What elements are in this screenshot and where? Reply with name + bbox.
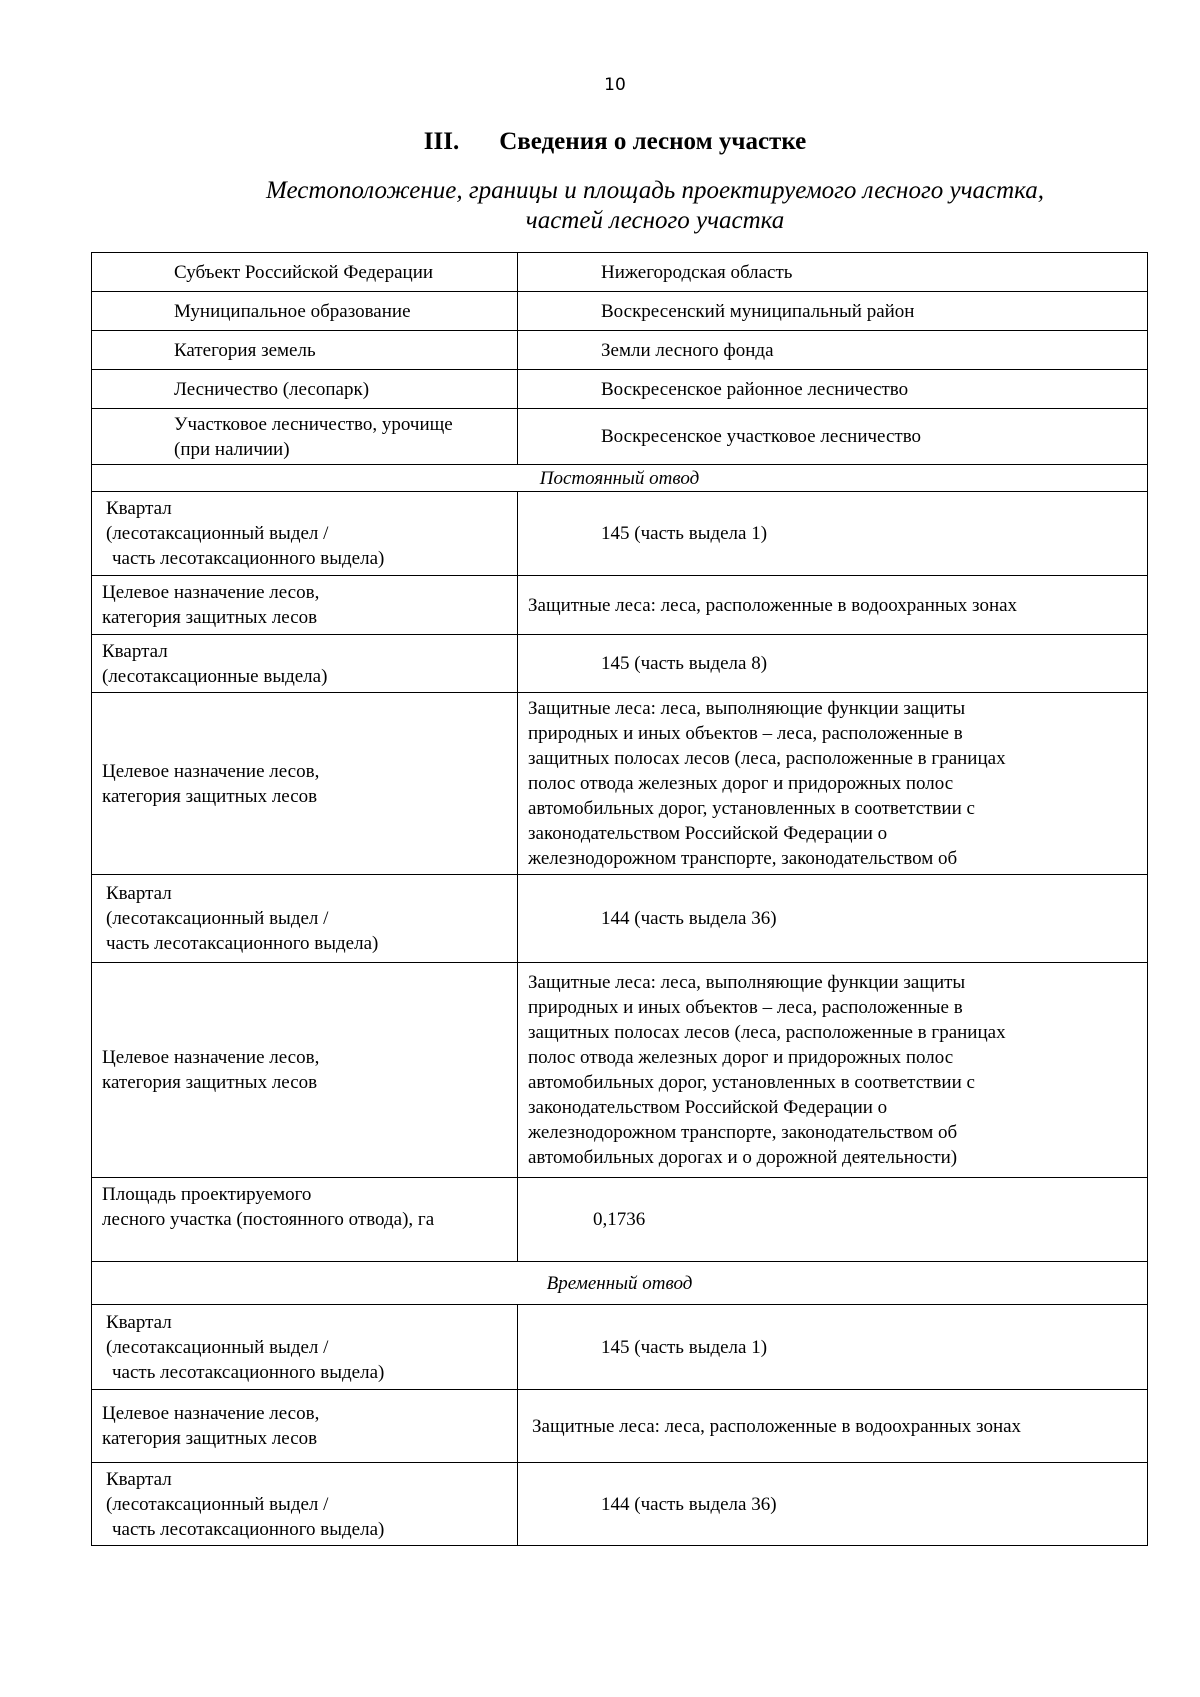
table-row (92, 693, 1148, 875)
table-row (92, 1463, 1148, 1546)
table-row (92, 635, 1148, 693)
table-row (92, 492, 1148, 576)
row-value: Защитные леса: леса, выполняющие функции защиты природных и иных объектов – леса, расположенные в защитных полосах лесов (леса, расположенные в границах полос отвода железных дорог и придорожных полос автомобильных дорог, установленных в соответствии с законодательством Российской Федерации о железнодорожном транспорте, законодательством об (518, 693, 1148, 875)
row-label: Лесничество (лесопарк) (92, 370, 518, 409)
subtitle-line-1: Местоположение, границы и площадь проектируемого лесного участка, (266, 177, 1044, 204)
row-value: 144 (часть выдела 36) (518, 1463, 1148, 1546)
row-value: Защитные леса: леса, расположенные в водоохранных зонах (518, 1390, 1148, 1463)
section-row-temporary (92, 1262, 1148, 1305)
table-row (92, 292, 1148, 331)
row-value: 145 (часть выдела 1) (518, 492, 1148, 576)
page-number: 10 (604, 75, 626, 95)
table-row (92, 1390, 1148, 1463)
row-label: Целевое назначение лесов, категория защитных лесов (92, 963, 518, 1178)
section-title: Сведения о лесном участке (499, 128, 807, 155)
table-row (92, 1305, 1148, 1390)
row-label: Квартал (лесотаксационные выдела) (92, 635, 518, 693)
row-label: Квартал (лесотаксационный выдел / часть лесотаксационного выдела) (92, 1305, 518, 1390)
section-number: III. (423, 128, 460, 155)
section-title-permanent: Постоянный отвод (92, 465, 1148, 492)
row-label: Муниципальное образование (92, 292, 518, 331)
table-row (92, 253, 1148, 292)
row-label: Площадь проектируемого лесного участка (постоянного отвода), га (92, 1178, 518, 1262)
table-row (92, 1178, 1148, 1262)
subtitle-line-2: частей лесного участка (525, 207, 785, 234)
row-label: Квартал (лесотаксационный выдел / часть лесотаксационного выдела) (92, 875, 518, 963)
table-row (92, 370, 1148, 409)
table-row (92, 331, 1148, 370)
row-label: Квартал (лесотаксационный выдел / часть лесотаксационного выдела) (92, 492, 518, 576)
row-label: Квартал (лесотаксационный выдел / часть лесотаксационного выдела) (92, 1463, 518, 1546)
row-value: Земли лесного фонда (518, 331, 1148, 370)
row-label: Целевое назначение лесов, категория защитных лесов (92, 1390, 518, 1463)
row-value: Нижегородская область (518, 253, 1148, 292)
row-label: Участковое лесничество, урочище (при наличии) (92, 409, 518, 465)
section-subtitle (0, 176, 1200, 236)
row-value: 145 (часть выдела 8) (518, 635, 1148, 693)
row-value: Воскресенский муниципальный район (518, 292, 1148, 331)
table-row (92, 963, 1148, 1178)
row-value: Защитные леса: леса, расположенные в водоохранных зонах (518, 576, 1148, 635)
row-label: Целевое назначение лесов, категория защитных лесов (92, 576, 518, 635)
row-value: 0,1736 (518, 1178, 1148, 1262)
forest-plot-table (91, 252, 1148, 1546)
row-label: Субъект Российской Федерации (92, 253, 518, 292)
row-value: Защитные леса: леса, выполняющие функции защиты природных и иных объектов – леса, расположенные в защитных полосах лесов (леса, расположенные в границах полос отвода железных дорог и придорожных полос автомобильных дорог, установленных в соответствии с законодательством Российской Федерации о железнодорожном транспорте, законодательством об автомобильных дорогах и о дорожной деятельности) (518, 963, 1148, 1178)
row-value: 144 (часть выдела 36) (518, 875, 1148, 963)
row-value: 145 (часть выдела 1) (518, 1305, 1148, 1390)
row-label: Категория земель (92, 331, 518, 370)
row-label: Целевое назначение лесов, категория защитных лесов (92, 693, 518, 875)
row-value: Воскресенское участковое лесничество (518, 409, 1148, 465)
table-row (92, 576, 1148, 635)
section-row-permanent (92, 465, 1148, 492)
table-row (92, 875, 1148, 963)
section-title-temporary: Временный отвод (92, 1262, 1148, 1305)
table-row (92, 409, 1148, 465)
section-heading (0, 128, 1200, 156)
row-value: Воскресенское районное лесничество (518, 370, 1148, 409)
